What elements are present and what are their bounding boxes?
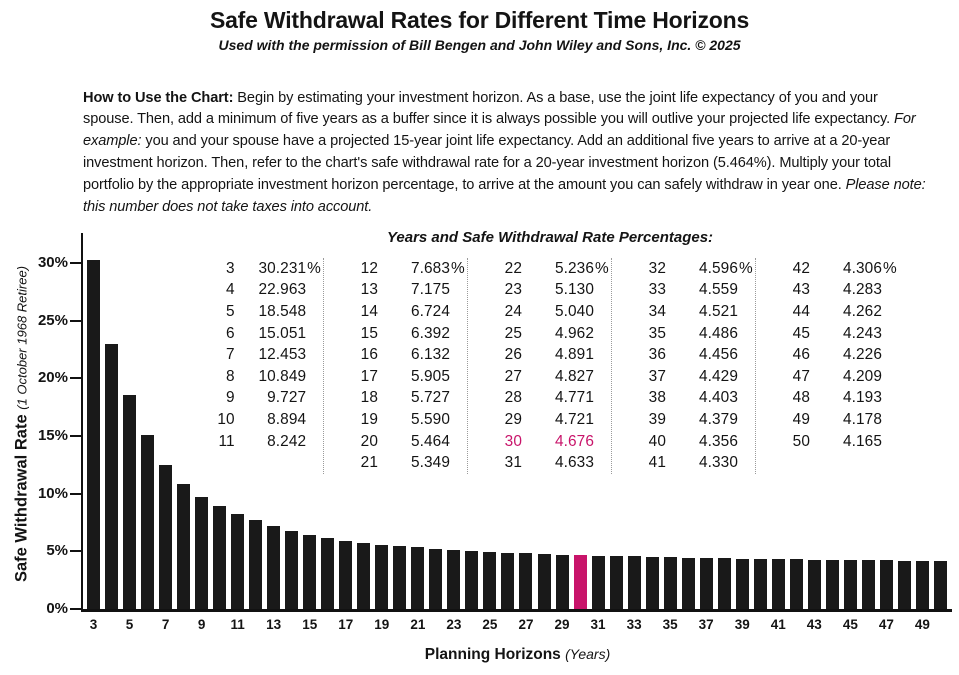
swr-year: 12: [360, 259, 378, 277]
x-tick-label: 7: [161, 617, 170, 632]
swr-row: [636, 409, 755, 431]
swr-year: 8: [226, 367, 235, 385]
swr-year: 42: [792, 259, 810, 277]
swr-year: 37: [648, 367, 666, 385]
y-tick-label: 10%: [37, 484, 68, 502]
x-tick-label: 11: [230, 617, 245, 632]
swr-row: [780, 431, 899, 453]
swr-row: [492, 452, 611, 474]
swr-value: 4.178: [842, 410, 882, 428]
swr-year: 17: [360, 367, 378, 385]
swr-year: 25: [504, 324, 522, 342]
swr-row: [636, 388, 755, 410]
swr-value: 6.132: [410, 346, 450, 364]
bar: [844, 560, 857, 609]
y-tick-mark: [70, 493, 82, 495]
swr-year: 6: [226, 324, 235, 342]
x-tick-label: 31: [590, 617, 606, 632]
bar: [664, 557, 677, 609]
swr-percent-sign: %: [739, 259, 753, 277]
swr-year: 19: [360, 410, 378, 428]
swr-value: 6.392: [410, 324, 450, 342]
swr-year: 32: [648, 259, 666, 277]
swr-row: [492, 344, 611, 366]
swr-value: 4.330: [698, 454, 738, 472]
x-tick-label: 37: [698, 617, 714, 632]
y-tick-label: 0%: [46, 600, 68, 617]
bar: [898, 561, 911, 609]
x-tick-label: 17: [338, 617, 354, 632]
y-tick-mark: [70, 377, 82, 379]
swr-row: [492, 366, 611, 388]
bar: [736, 559, 749, 609]
swr-year: 7: [226, 346, 235, 364]
swr-year: 5: [226, 302, 235, 320]
bar: [682, 558, 695, 609]
bar: [592, 556, 605, 609]
swr-row: [348, 258, 467, 280]
swr-value: 6.724: [410, 302, 450, 320]
y-axis-title-note: (1 October 1968 Retiree): [14, 265, 30, 410]
swr-year: 11: [218, 432, 235, 450]
swr-row: [780, 258, 899, 280]
bar: [429, 549, 442, 609]
swr-year: 48: [792, 389, 810, 407]
swr-year: 30: [504, 432, 522, 450]
swr-percent-sign: %: [883, 259, 897, 277]
swr-year: 27: [504, 367, 522, 385]
swr-row: [492, 323, 611, 345]
bar: [880, 560, 893, 609]
swr-value: 4.193: [842, 389, 882, 407]
swr-row: [636, 323, 755, 345]
x-tick-label: 47: [878, 617, 894, 632]
swr-row: [636, 280, 755, 302]
how-to-note: Please note: this number does not take taxes into account.: [83, 176, 926, 215]
swr-year: 26: [504, 346, 522, 364]
swr-row: [492, 301, 611, 323]
swr-value: 4.165: [842, 432, 882, 450]
swr-value: 5.236: [554, 259, 594, 277]
swr-value: 4.262: [842, 302, 882, 320]
swr-year: 15: [360, 324, 378, 342]
swr-row: [348, 280, 467, 302]
bar: [213, 506, 226, 609]
x-axis-title: [83, 646, 952, 664]
x-tick-label: 45: [842, 617, 858, 632]
y-tick-mark: [70, 550, 82, 552]
x-axis-title-note: (Years): [565, 646, 611, 662]
bar: [808, 560, 821, 609]
swr-year: 18: [360, 389, 378, 407]
swr-year: 50: [792, 432, 810, 450]
swr-value: 8.242: [267, 432, 307, 450]
swr-value: 4.559: [698, 281, 738, 299]
swr-value: 5.905: [410, 367, 450, 385]
swr-year: 29: [504, 410, 522, 428]
x-tick-label: 23: [446, 617, 462, 632]
bar: [538, 554, 551, 609]
swr-row: [205, 323, 323, 345]
y-tick-label: 5%: [46, 542, 68, 560]
swr-value: 4.456: [698, 346, 738, 364]
swr-value: 4.243: [842, 324, 882, 342]
bar: [916, 561, 929, 609]
swr-row: [348, 344, 467, 366]
x-tick-label: 15: [302, 617, 318, 632]
bar: [934, 561, 947, 609]
swr-value: 30.231: [258, 259, 307, 277]
bar: [303, 535, 316, 609]
swr-value: 4.429: [698, 367, 738, 385]
swr-year: 45: [792, 324, 810, 342]
page-title: Safe Withdrawal Rates for Different Time Horizons: [209, 7, 750, 33]
swr-row: [348, 452, 467, 474]
bar: [177, 484, 190, 609]
swr-year: 3: [226, 259, 235, 277]
x-tick-label: 25: [482, 617, 498, 632]
swr-value: 4.633: [554, 454, 594, 472]
swr-percent-sign: %: [451, 259, 465, 277]
swr-row: [636, 431, 755, 453]
swr-year: 10: [217, 410, 235, 428]
bar: [556, 555, 569, 609]
swr-year: 44: [792, 302, 810, 320]
swr-value: 4.521: [698, 302, 738, 320]
swr-value: 7.683: [410, 259, 450, 277]
swr-year: 34: [648, 302, 666, 320]
bar: [772, 559, 785, 609]
bar: [411, 547, 424, 609]
swr-row: [348, 323, 467, 345]
y-tick-mark: [70, 435, 82, 437]
swr-value: 4.827: [554, 367, 594, 385]
swr-value: 4.379: [698, 410, 738, 428]
swr-row: [348, 388, 467, 410]
y-axis-line: [81, 233, 83, 611]
swr-column-5: [755, 258, 899, 474]
x-axis-title-text: Planning Horizons: [424, 646, 561, 663]
bar: [862, 560, 875, 609]
swr-row: [492, 258, 611, 280]
swr-row: [636, 301, 755, 323]
x-tick-label: 13: [266, 617, 282, 632]
permission-subtitle: Used with the permission of Bill Bengen and John Wiley and Sons, Inc. © 2025: [218, 37, 741, 53]
swr-value: 12.453: [258, 346, 307, 364]
swr-value: 4.721: [554, 410, 594, 428]
bar: [87, 260, 100, 609]
bar: [267, 526, 280, 609]
table-header: Years and Safe Withdrawal Rate Percentages:: [386, 229, 714, 246]
swr-row: [348, 366, 467, 388]
x-tick-label: 29: [554, 617, 570, 632]
swr-value: 4.226: [842, 346, 882, 364]
swr-value: 4.486: [698, 324, 738, 342]
bar: [141, 435, 154, 609]
swr-column-1: [205, 258, 323, 474]
y-tick-label: 15%: [37, 427, 68, 445]
bar: [339, 541, 352, 609]
swr-value: 5.349: [410, 454, 450, 472]
bar: [826, 560, 839, 609]
swr-value: 4.283: [842, 281, 882, 299]
bar: [447, 550, 460, 609]
swr-value: 9.727: [267, 389, 307, 407]
bar: [790, 559, 803, 609]
bar: [285, 531, 298, 609]
swr-year: 33: [648, 281, 666, 299]
swr-row-highlight-year-30: [492, 431, 611, 453]
swr-row: [636, 452, 755, 474]
swr-value: 18.548: [258, 302, 307, 320]
bar: [700, 558, 713, 609]
swr-row: [780, 409, 899, 431]
x-tick-label: 49: [914, 617, 930, 632]
bar: [375, 545, 388, 609]
swr-row: [205, 344, 323, 366]
swr-year: 21: [360, 454, 378, 472]
swr-value: 5.727: [410, 389, 450, 407]
swr-row: [205, 388, 323, 410]
bar: [105, 344, 118, 609]
swr-year: 36: [648, 346, 666, 364]
rates-table: [205, 258, 895, 474]
bar: [393, 546, 406, 609]
how-to-body-2: you and your spouse have a projected 15-year joint life expectancy. Add an additional five years to arrive at a 20-year investment horizon. Then, refer to the chart's safe withdrawal rate for a 20-year investment horizon (5.464%). Multiply your total portfolio by the appropriate investment horizon percentage, to arrive at the amount you can safely withdraw in year one.: [83, 133, 891, 193]
swr-year: 14: [360, 302, 378, 320]
how-to-example-label: For example:: [83, 111, 916, 150]
bar: [195, 497, 208, 609]
swr-row: [205, 409, 323, 431]
swr-value: 5.040: [554, 302, 594, 320]
swr-column-3: [467, 258, 611, 474]
x-tick-label: 39: [734, 617, 750, 632]
bar: [519, 553, 532, 609]
x-tick-label: 19: [374, 617, 390, 632]
swr-year: 31: [504, 454, 522, 472]
swr-row: [348, 409, 467, 431]
x-tick-label: 41: [770, 617, 786, 632]
swr-value: 4.596: [698, 259, 738, 277]
bar: [321, 538, 334, 609]
swr-percent-sign: %: [307, 259, 321, 277]
swr-value: 15.051: [258, 324, 307, 342]
swr-year: 40: [648, 432, 666, 450]
swr-year: 24: [504, 302, 522, 320]
bar: [483, 552, 496, 609]
swr-year: 46: [792, 346, 810, 364]
swr-row: [636, 258, 755, 280]
y-tick-mark: [70, 262, 82, 264]
swr-column-2: [323, 258, 467, 474]
swr-row: [205, 366, 323, 388]
swr-value: 4.209: [842, 367, 882, 385]
swr-value: 5.590: [410, 410, 450, 428]
swr-row: [636, 344, 755, 366]
swr-year: 23: [504, 281, 522, 299]
swr-row: [205, 280, 323, 302]
swr-row: [780, 280, 899, 302]
bar: [501, 553, 514, 609]
swr-year: 43: [792, 281, 810, 299]
swr-row: [780, 344, 899, 366]
swr-row: [205, 301, 323, 323]
y-tick-label: 30%: [37, 254, 68, 272]
swr-year: 47: [792, 367, 810, 385]
bar: [610, 556, 623, 609]
swr-year: 35: [648, 324, 666, 342]
y-tick-label: 20%: [37, 369, 68, 387]
x-tick-label: 33: [626, 617, 642, 632]
swr-row: [780, 366, 899, 388]
bar: [465, 551, 478, 609]
how-to-lead: How to Use the Chart:: [83, 89, 234, 106]
swr-year: 22: [504, 259, 522, 277]
swr-value: 4.962: [554, 324, 594, 342]
swr-row: [348, 431, 467, 453]
swr-row: [348, 301, 467, 323]
bar: [123, 395, 136, 609]
y-tick-label: 25%: [37, 311, 68, 329]
swr-value: 4.356: [698, 432, 738, 450]
swr-row: [780, 388, 899, 410]
bar: [249, 520, 262, 609]
swr-value: 4.676: [554, 432, 594, 450]
x-tick-label: 43: [806, 617, 822, 632]
swr-value: 4.771: [554, 389, 594, 407]
swr-value: 4.403: [698, 389, 738, 407]
swr-column-4: [611, 258, 755, 474]
x-tick-label: 21: [410, 617, 426, 632]
bar: [718, 558, 731, 609]
x-tick-label: 3: [89, 617, 98, 632]
x-tick-label: 5: [125, 617, 134, 632]
x-axis-line: [81, 609, 952, 612]
bar: [159, 465, 172, 609]
swr-row: [205, 258, 323, 280]
bar: [646, 557, 659, 609]
swr-value: 8.894: [267, 410, 307, 428]
swr-row: [636, 366, 755, 388]
swr-year: 9: [226, 389, 235, 407]
swr-row: [492, 409, 611, 431]
swr-year: 16: [360, 346, 378, 364]
swr-row: [492, 280, 611, 302]
x-tick-label: 27: [518, 617, 534, 632]
swr-percent-sign: %: [595, 259, 609, 277]
swr-year: 39: [648, 410, 666, 428]
swr-year: 4: [226, 281, 235, 299]
swr-row: [780, 301, 899, 323]
swr-value: 4.306: [842, 259, 882, 277]
x-tick-label: 9: [197, 617, 206, 632]
swr-value: 5.464: [410, 432, 450, 450]
swr-value: 4.891: [554, 346, 594, 364]
swr-row: [205, 431, 323, 453]
swr-year: 13: [360, 281, 378, 299]
x-tick-label: 35: [662, 617, 678, 632]
swr-value: 5.130: [554, 281, 594, 299]
swr-year: 49: [792, 410, 810, 428]
bar-highlight-year-30: [574, 555, 587, 609]
bar: [231, 514, 244, 609]
y-tick-mark: [70, 608, 82, 610]
y-axis-title-text: Safe Withdrawal Rate: [12, 414, 31, 583]
swr-row: [780, 323, 899, 345]
swr-year: 28: [504, 389, 522, 407]
how-to-body-1: Begin by estimating your investment horizon. As a base, use the joint life expectancy of you and your spouse. Then, add a minimum of five years as a buffer since it is always possible you will outlive your projected life expectancy.: [83, 89, 895, 128]
swr-year: 38: [648, 389, 666, 407]
swr-value: 10.849: [258, 367, 307, 385]
bar: [628, 556, 641, 609]
bar: [357, 543, 370, 609]
bar: [754, 559, 767, 609]
swr-year: 41: [648, 454, 666, 472]
swr-value: 7.175: [410, 281, 450, 299]
swr-year: 20: [360, 432, 378, 450]
swr-value: 22.963: [258, 281, 307, 299]
swr-row: [492, 388, 611, 410]
y-tick-mark: [70, 320, 82, 322]
